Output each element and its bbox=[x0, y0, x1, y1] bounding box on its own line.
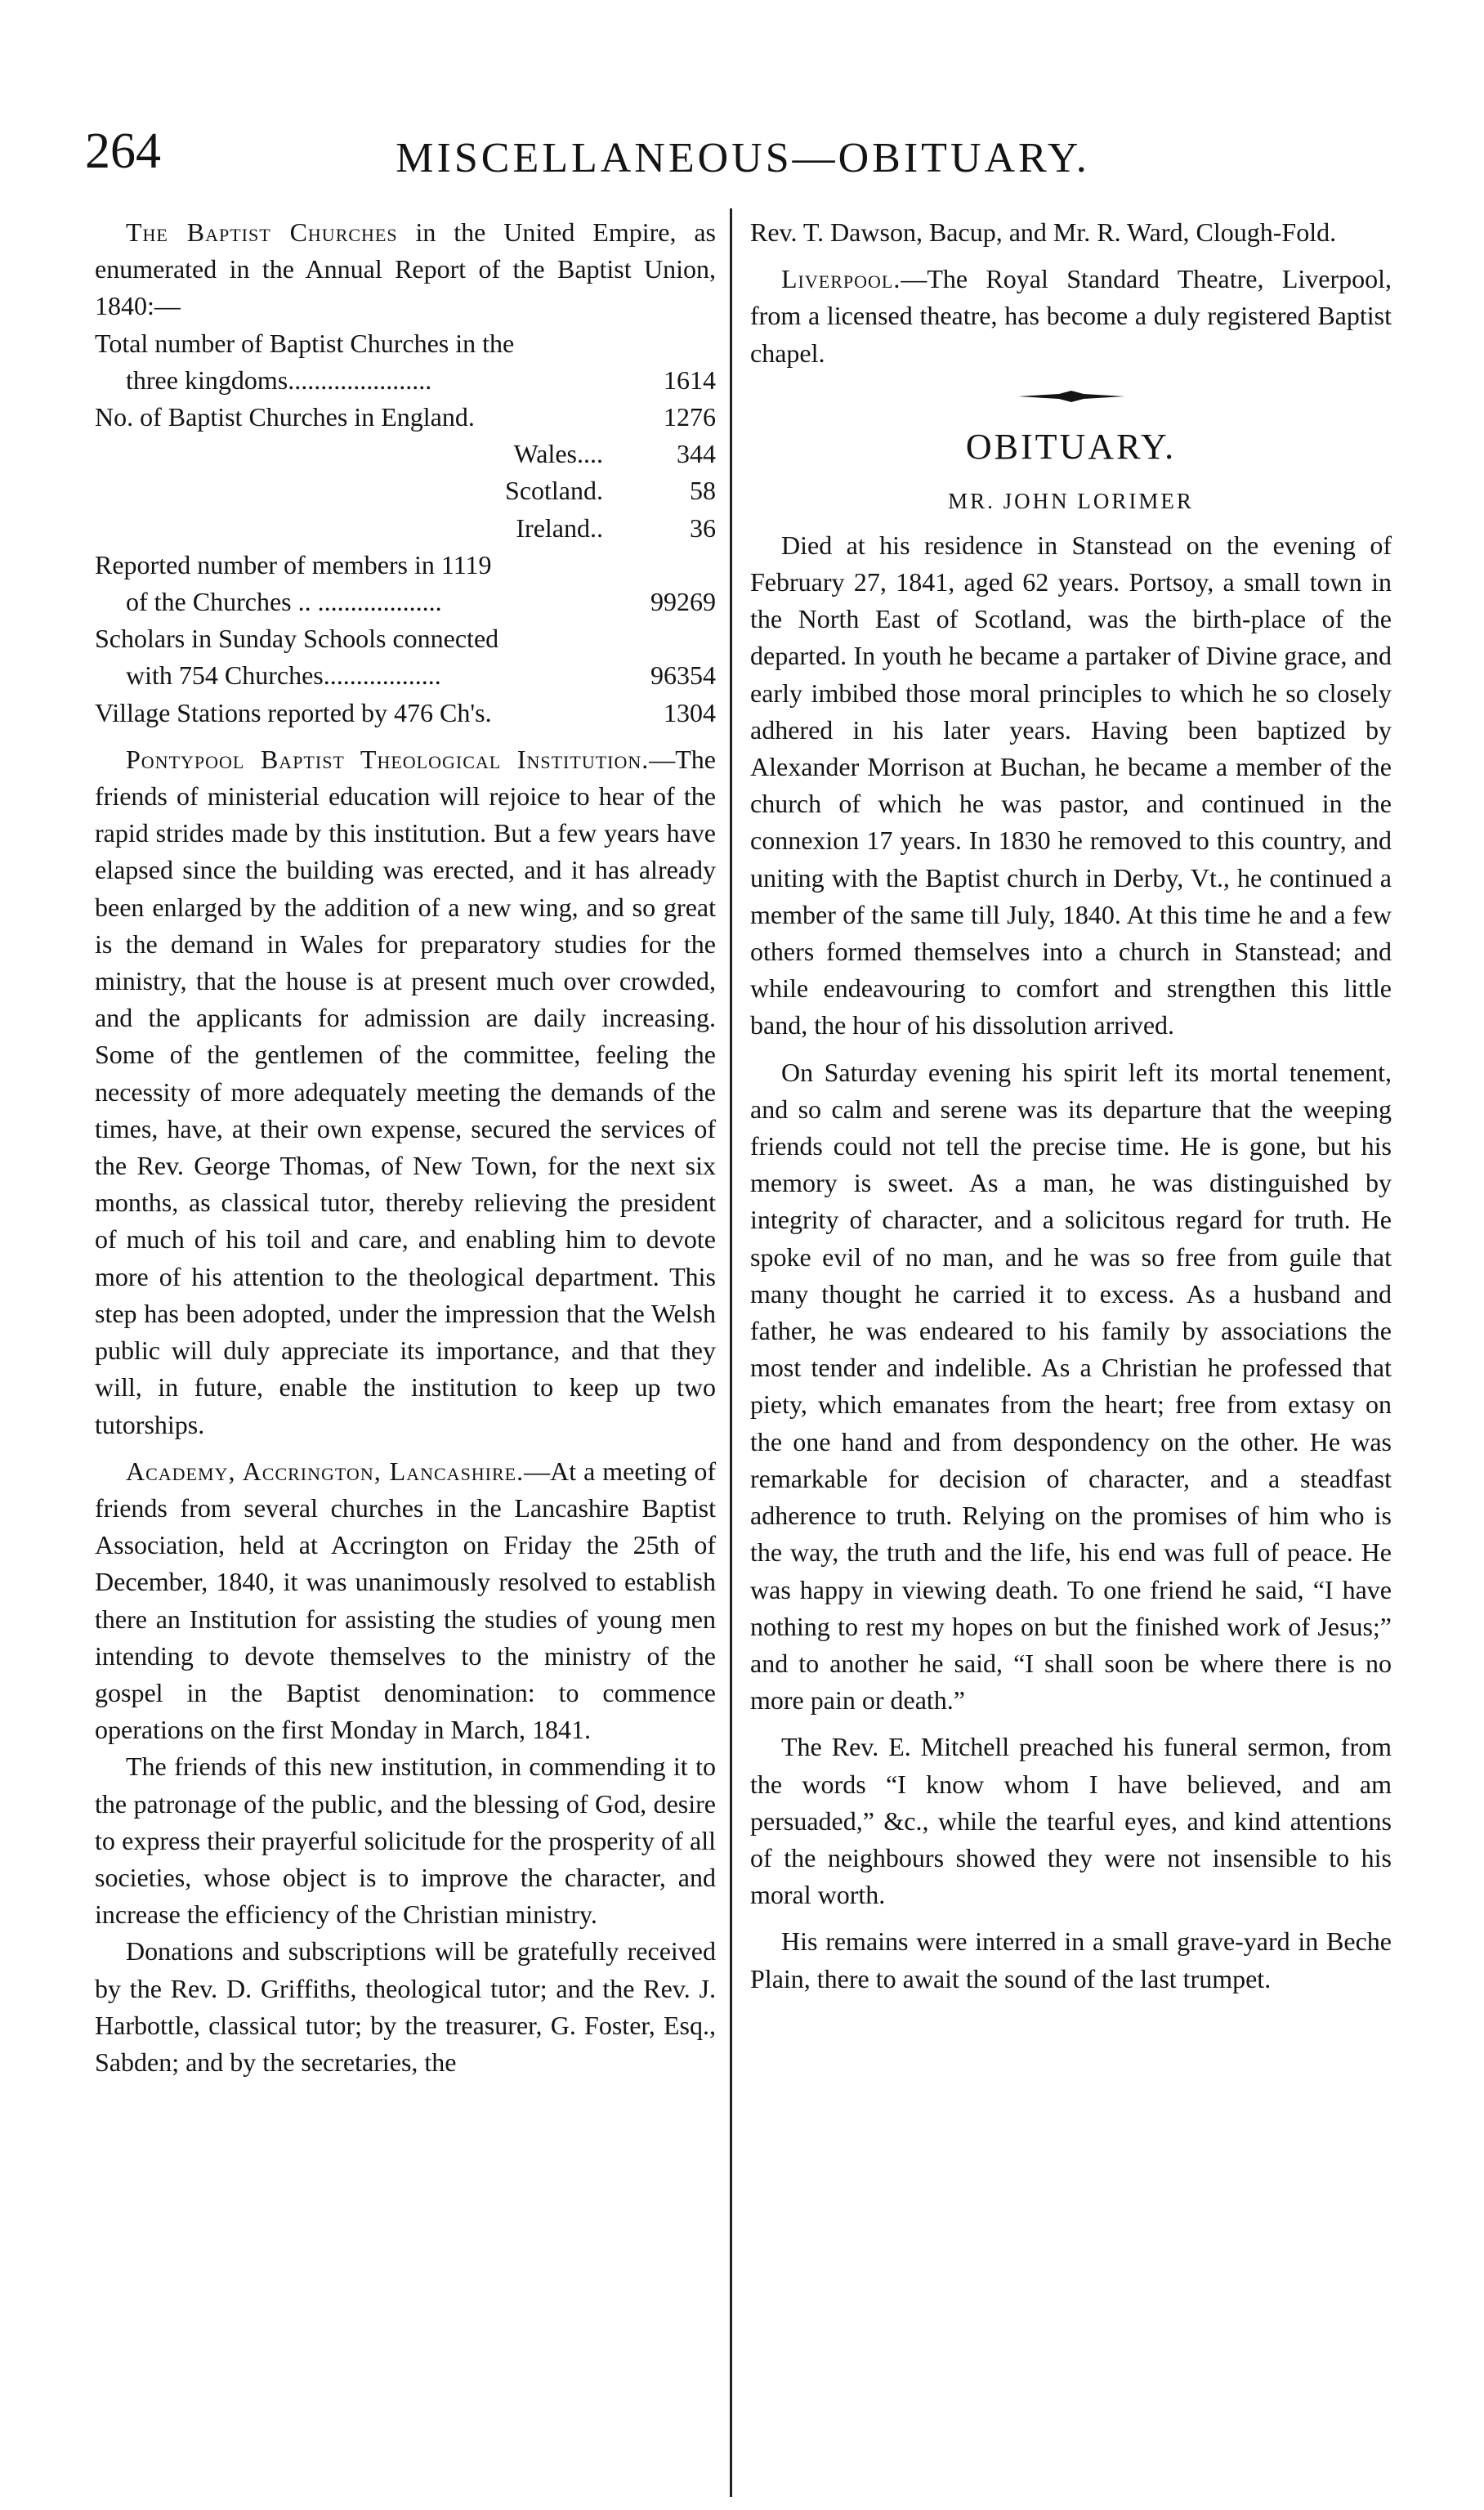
stat-row: Scotland. 58 bbox=[505, 476, 716, 506]
stats-table bbox=[95, 325, 716, 732]
running-head: MISCELLANEOUS—OBITUARY. bbox=[396, 135, 1090, 181]
left-column bbox=[95, 214, 716, 2081]
obituary-name: MR. JOHN LORIMER bbox=[948, 488, 1194, 513]
right-column bbox=[750, 214, 1392, 1998]
baptist-churches-text: in the United Empire, as enumerated in the Annual Report of the Baptist Union, 1840:— bbox=[95, 217, 717, 321]
ornament-rule-icon bbox=[1018, 388, 1124, 405]
stat-row: Wales.... 344 bbox=[513, 439, 716, 469]
baptist-churches-intro bbox=[95, 214, 716, 325]
page-number: 264 bbox=[85, 123, 161, 179]
ornament-divider bbox=[750, 388, 1392, 405]
stat-row: Total number of Baptist Churches in the bbox=[95, 328, 515, 358]
stat-row: of the Churches .. ................... 99269 bbox=[126, 587, 716, 617]
accrington-lead: Academy, Accrington, Lancashire. bbox=[126, 1456, 525, 1486]
stat-row: No. of Baptist Churches in England. 1276 bbox=[95, 402, 716, 432]
obituary-title: OBITUARY. bbox=[965, 426, 1177, 467]
liverpool-lead: Liverpool. bbox=[781, 264, 901, 294]
stat-row: with 754 Churches.................. 96354 bbox=[126, 660, 716, 691]
stat-row: three kingdoms...................... 1614 bbox=[126, 365, 716, 395]
obituary-paragraph-1: Died at his residence in Stanstead on the evening of February 27, 1841, aged 62 years. Portsoy, a small town in the North East of Scotland, was the birth-place of the departed. In youth he became a partaker of Divine grace, and early imbibed those moral principles to which he so closely adhered in his later years. Having been baptized by Alexander Morrison at Buchan, he became a member of the church of which he was pastor, and continued in the connexion 17 years. In 1830 he removed to this country, and uniting with the Baptist church in Derby, Vt., he continued a member of the same till July, 1840. At this time he and a few others formed themselves into a church in Stanstead; and while endeavouring to comfort and strengthen this little band, the hour of his dissolution arrived. bbox=[750, 530, 1392, 1040]
obituary-paragraph-3: The Rev. E. Mitchell preached his funeral sermon, from the words “I know whom I have believed, and am persuaded,” &c., while the tearful eyes, and kind attentions of the neighbours showed they were not insensible to his moral worth. bbox=[750, 1732, 1392, 1910]
column-divider bbox=[730, 208, 732, 2497]
accrington-paragraph bbox=[95, 1453, 716, 1749]
stat-row: Village Stations reported by 476 Ch's. 1304 bbox=[95, 697, 716, 727]
accrington-paragraph-2: The friends of this new institution, in commending it to the patronage of the public, and the blessing of God, desire to express their prayerful solicitude for the prosperity of all societies, whose object is to improve the character, and increase the efficiency of the Christian ministry. bbox=[95, 1752, 716, 1930]
page-header bbox=[85, 98, 1401, 196]
accrington-paragraph-3: Donations and subscriptions will be gratefully received by the Rev. D. Griffiths, theological tutor; and the Rev. J. Harbottle, classical tutor; by the treasurer, G. Foster, Esq., Sabden; and by the secretaries, the bbox=[95, 1936, 716, 2077]
obituary-paragraph-4: His remains were interred in a small grave-yard in Beche Plain, there to await the sound of the last trumpet. bbox=[750, 1926, 1392, 1993]
pontypool-text: —The friends of ministerial education will rejoice to hear of the rapid strides made by this institution. But a few years have elapsed since the building was erected, and it has already been enlarged by the addition of a new wing, and so great is the demand in Wales for preparatory studies for the ministry, that the house is at present much over crowded, and the applicants for admission are daily increasing. Some of the gentlemen of the committee, feeling the necessity of more adequately meeting the demands of the times, have, at their own expense, secured the services of the Rev. George Thomas, of New Town, for the next six months, as classical tutor, thereby relieving the president of much of his toil and care, and enabling him to devote more of his attention to the theological department. This step has been adopted, under the impression that the Welsh public will duly appreciate its importance, and that they will, in future, enable the institution to keep up two tutorships. bbox=[95, 744, 716, 1439]
stat-row: Reported number of members in 1119 bbox=[95, 549, 492, 579]
liverpool-paragraph bbox=[750, 261, 1392, 372]
pontypool-paragraph bbox=[95, 741, 716, 1443]
obituary-paragraph-2: On Saturday evening his spirit left its mortal tenement, and so calm and serene was its departure that the weeping friends could not tell the precise time. He is gone, but his memory is sweet. As a man, he was distinguished by integrity of character, and a solicitous regard for truth. He spoke evil of no man, and he was so free from guile that many thought he carried it to excess. As a husband and father, he was endeared to his family by associations the most tender and indelible. As a Christian he professed that piety, which emanates from the heart; free from extasy on the one hand and from despondency on the other. He was remarkable for decision of character, and a steadfast adherence to truth. Relying on the promises of him who is the way, the truth and the life, his end was full of peace. He was happy in viewing death. To one friend he said, “I have nothing to rest my hopes on but the finished work of Jesus;” and to another he said, “I shall soon be where there is no more pain or death.” bbox=[750, 1057, 1392, 1716]
liverpool-text: —The Royal Standard Theatre, Liverpool, from a licensed theatre, has become a duly registered Baptist chapel. bbox=[750, 264, 1392, 368]
baptist-churches-lead: The Baptist Churches bbox=[126, 217, 398, 247]
continuation-text: Rev. T. Dawson, Bacup, and Mr. R. Ward, Clough-Fold. bbox=[750, 217, 1337, 247]
pontypool-lead: Pontypool Baptist Theological Institution. bbox=[126, 744, 650, 774]
stat-row: Scholars in Sunday Schools connected bbox=[95, 624, 499, 654]
accrington-text: —At a meeting of friends from several churches in the Lancashire Baptist Association, held at Accrington on Friday the 25th of December, 1840, it was unanimously resolved to establish there an Institution for assisting the studies of young men intending to devote themselves to the ministry of the gospel in the Baptist denomination: to commence operations on the first Monday in March, 1841. bbox=[95, 1456, 716, 1745]
stat-row: Ireland.. 36 bbox=[516, 512, 716, 543]
